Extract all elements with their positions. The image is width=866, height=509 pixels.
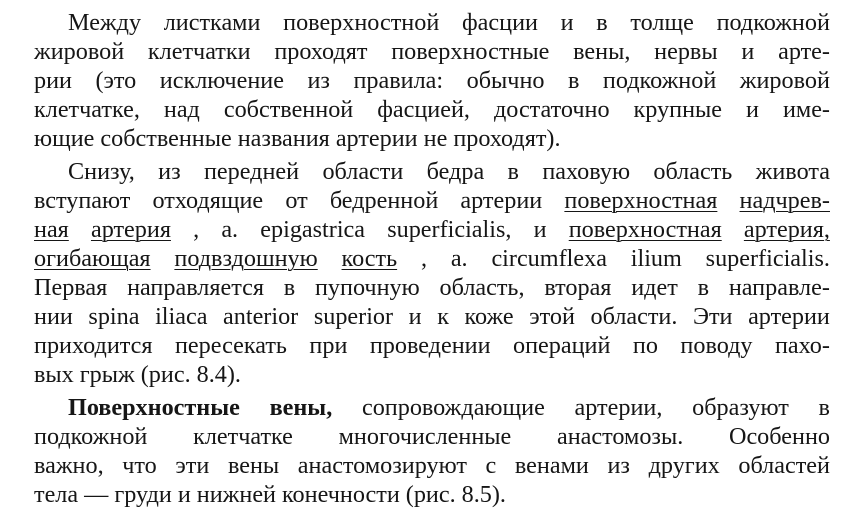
text-line [34,95,830,124]
word: подкожной [716,9,830,36]
word: фасции [461,9,538,36]
underlined-term: поверхностная [564,187,718,214]
word: и [533,216,547,243]
word: вторая [544,274,612,301]
word: конечности [282,481,400,508]
word: подкожной [34,423,148,450]
word: что [122,452,157,479]
text-line [34,66,830,95]
word: пупочную [314,274,420,301]
word: исключение [159,67,284,94]
word: (рис. [140,361,191,388]
text-line [34,157,830,186]
word: достаточно [493,96,610,123]
text-line [34,37,830,66]
word: области. [590,303,678,330]
text-line [34,480,830,509]
word: superior [313,303,394,330]
word: анастомозируют [297,452,467,479]
word: вых [34,361,74,388]
word: в [507,158,519,185]
paragraph [34,393,830,509]
word: ющие [34,125,95,152]
bold-term: Поверхностные [68,394,240,421]
word: названия [237,125,330,152]
word: — [84,481,109,508]
word: идет [631,274,678,301]
word: ilium [630,245,682,272]
word: вступают [34,187,131,214]
word: этой [529,303,575,330]
word: Эти [693,303,733,330]
text-line [34,8,830,37]
word: жировой [34,38,125,65]
word: не [423,125,448,152]
word: сопровождающие [361,394,545,421]
word: крупные [633,96,723,123]
word: подкожной [602,67,717,94]
word: spina [88,303,140,330]
word: клетчатке, [34,96,140,123]
word: (рис. [405,481,456,508]
word: артерии [460,187,543,214]
word: име- [782,96,830,123]
word: клетчатки [147,38,251,65]
text-line [34,215,830,244]
word: проходят). [453,125,561,152]
word: и [408,303,422,330]
word: нервы [654,38,718,65]
word: Снизу, [68,158,135,185]
word: superficialis, [387,216,512,243]
underlined-term: ная [34,216,69,243]
text-line [34,244,830,273]
word: проходят [274,38,368,65]
word: коже [464,303,514,330]
underlined-term: огибающая [34,245,151,272]
word: в [596,9,608,36]
word: anterior [223,303,299,330]
text-line [34,302,830,331]
word: a. [221,216,239,243]
text-line [34,422,830,451]
word: и [741,38,755,65]
word: правила: [353,67,444,94]
word: других [648,452,720,479]
word: передней [203,158,300,185]
underlined-term: подвздошную [174,245,318,272]
word: в [567,67,580,94]
word: пересекать [174,332,287,359]
text-line [34,360,830,389]
word: в [283,274,296,301]
word: венами [514,452,589,479]
word: груди [114,481,172,508]
word: жировой [739,67,830,94]
word: , [193,216,200,243]
word: обычно [466,67,545,94]
underlined-term: артерия [90,216,171,243]
word: направле- [728,274,830,301]
word: проведении [369,332,491,359]
word: артерии, [574,394,663,421]
word: и [177,481,191,508]
word: нижней [196,481,277,508]
text-line [34,273,830,302]
word: и [746,96,759,123]
word: вены, [573,38,631,65]
word: фасцией, [377,96,470,123]
word: в [818,394,830,421]
word: и [560,9,574,36]
word: живота [755,158,830,185]
word: листками [163,9,261,36]
word: эти [175,452,210,479]
word: направляется [127,274,264,301]
paragraph [34,8,830,153]
underlined-term: поверхностная [568,216,722,243]
word: область [653,158,733,185]
word: рии [34,67,72,94]
word: Между [68,9,142,36]
word: Особенно [728,423,830,450]
word: к [437,303,449,330]
text-line [34,124,830,153]
text-line [34,393,830,422]
word: поверхностной [283,9,440,36]
document-page [34,8,830,509]
word: артерии [748,303,830,330]
word: (это [95,67,137,94]
word: областей [738,452,830,479]
word: 8.5). [461,481,506,508]
underlined-term: артерия, [743,216,830,243]
word: , [420,245,427,272]
word: клетчатке [193,423,293,450]
word: области [322,158,404,185]
word: приходится [34,332,153,359]
underlined-term: надчрев- [739,187,830,214]
word: поверхностные [391,38,550,65]
word: от [285,187,308,214]
word: из [158,158,181,185]
underlined-term: кость [341,245,398,272]
word: артерии [335,125,418,152]
word: область, [439,274,525,301]
word: 8.4). [196,361,241,388]
word: многочисленные [338,423,512,450]
word: собственные [100,125,232,152]
text-line [34,186,830,215]
word: с [485,452,497,479]
word: арте- [778,38,830,65]
word: анастомозы. [556,423,684,450]
word: из [307,67,330,94]
word: superficialis. [705,245,830,272]
word: образуют [692,394,789,421]
word: толще [630,9,694,36]
word: паховую [542,158,631,185]
word: поводу [680,332,753,359]
word: по [632,332,658,359]
word: circumflexa [491,245,607,272]
word: пахо- [774,332,830,359]
word: бедра [426,158,485,185]
word: собственной [223,96,354,123]
word: epigastrica [260,216,366,243]
word: отходящие [152,187,264,214]
word: в [697,274,710,301]
text-line [34,331,830,360]
word: Первая [34,274,108,301]
bold-term: вены, [269,394,333,421]
word: важно, [34,452,104,479]
word: бедренной [329,187,439,214]
word: над [163,96,200,123]
word: из [607,452,630,479]
text-line [34,451,830,480]
word: вены [227,452,280,479]
word: a. [450,245,468,272]
word: при [309,332,348,359]
word: тела [34,481,79,508]
word: грыж [79,361,135,388]
word: операций [513,332,611,359]
word: iliaca [155,303,208,330]
paragraph [34,157,830,389]
word: нии [34,303,73,330]
